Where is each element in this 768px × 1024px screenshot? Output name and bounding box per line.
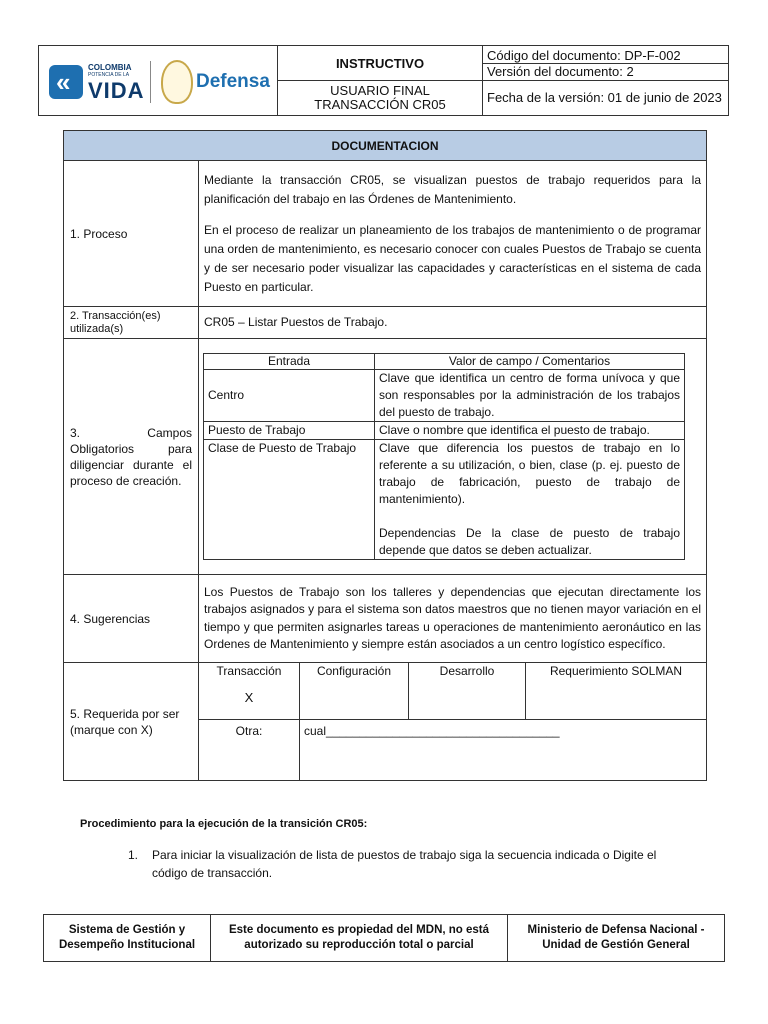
row-transaccion [64,307,707,339]
sugerencias-value: Los Puestos de Trabajo son los talleres y dependencias que ejecutan directamente los trabajos asignados y para el sistema son datos maestros que no tienen mayor variación en el tiempo y que permiten asignarles tareas u operaciones de mantenimiento aeronáutico en las Ordenes de Mantenimiento y siempre están asociados a un centro logístico específico. [199,575,707,663]
field-entrada: Puesto de Trabajo [204,422,375,440]
logo-brand: Defensa [196,70,270,92]
transaccion-value: CR05 – Listar Puestos de Trabajo. [199,307,707,339]
footer-property-notice: Este documento es propiedad del MDN, no está autorizado su reproducción total o parcial [211,915,508,962]
row-proceso [64,161,707,307]
field-comment: Clave o nombre que identifica el puesto de trabajo. [375,422,685,440]
row-sugerencias [64,575,707,663]
fields-table [203,353,685,560]
document-footer [43,914,725,962]
procedure-title: Procedimiento para la ejecución de la transición CR05: [80,818,368,830]
ministry-logo: « COLOMBIA POTENCIA DE LA VIDA Defensa [39,47,277,115]
field-comment: Clave que identifica un centro de forma unívoca y que son responsables por la administración de los trabajos del puesto de trabajo. [375,370,685,422]
row-requerida [64,663,707,781]
checked-mark: X [244,690,254,705]
field-row [204,422,685,440]
document-code: Código del documento: DP-F-002 [483,48,728,64]
document-header [38,45,729,116]
proceso-paragraph: Mediante la transacción CR05, se visualizan puestos de trabajo requeridos para la planificación del trabajo en las Órdenes de Mantenimiento. [204,172,701,206]
option-configuracion: Configuración [300,663,409,719]
footer-ministry: Ministerio de Defensa Nacional - Unidad de Gestión General [508,915,725,962]
logo-word: VIDA [88,77,145,103]
row-label: 5. Requerida por ser (marque con X) [64,663,199,781]
row-label: 3. Campos Obligatorios para diligenciar durante el proceso de creación. [64,339,199,575]
option-desarrollo: Desarrollo [409,663,526,719]
option-transaccion: Transacción [216,664,282,678]
field-row [204,440,685,560]
proceso-paragraph: En el proceso de realizar un planeamiento de los trabajos de mantenimiento o de programar una orden de mantenimiento, es necesario conocer con cuales Puestos de Trabajo se cuenta y de ser necesario poder visualizar las capacidades y características en el sistema de cada Puesto en particular. [204,222,701,294]
procedure-step [128,846,688,882]
row-campos [64,339,707,575]
document-version: Versión del documento: 2 [487,63,634,79]
field-comment: Clave que diferencia los puestos de trabajo en lo referente a su utilización, o bien, clase (p. ej. puesto de trabajo de fabricación, puesto de trabajo de mantenimiento). [379,441,680,506]
requerida-table [199,663,706,780]
documentation-table [63,130,707,781]
option-solman: Requerimiento SOLMAN [526,663,707,719]
fields-header: Entrada [204,354,375,370]
row-label: 4. Sugerencias [64,575,199,663]
field-entrada: Clase de Puesto de Trabajo [204,440,375,560]
row-label: 1. Proceso [64,161,199,307]
step-text: Para iniciar la visualización de lista de puestos de trabajo siga la secuencia indicada o Digite el código de transacción. [152,848,657,880]
footer-system: Sistema de Gestión y Desempeño Institucional [44,915,211,962]
document-type: INSTRUCTIVO [278,46,483,81]
logo-cell [39,46,278,116]
field-comment: Dependencias De la clase de puesto de trabajo depende que datos se deben actualizar. [379,526,680,557]
coat-of-arms-icon [161,60,193,104]
document-date: Fecha de la versión: 01 de junio de 2023 [483,81,729,116]
document-subtitle: USUARIO FINAL TRANSACCIÓN CR05 [278,81,483,116]
step-number: 1. [128,848,139,862]
field-entrada: Centro [204,370,375,422]
otra-label: Otra: [199,719,300,780]
otra-value: cual___________________________________ [300,719,707,780]
logo-country: COLOMBIA [88,62,132,72]
row-label: 2. Transacción(es) utilizada(s) [64,307,199,339]
section-title: DOCUMENTACION [64,131,707,161]
field-row [204,370,685,422]
logo-tagline: POTENCIA DE LA [88,71,130,78]
fields-header: Valor de campo / Comentarios [375,354,685,370]
